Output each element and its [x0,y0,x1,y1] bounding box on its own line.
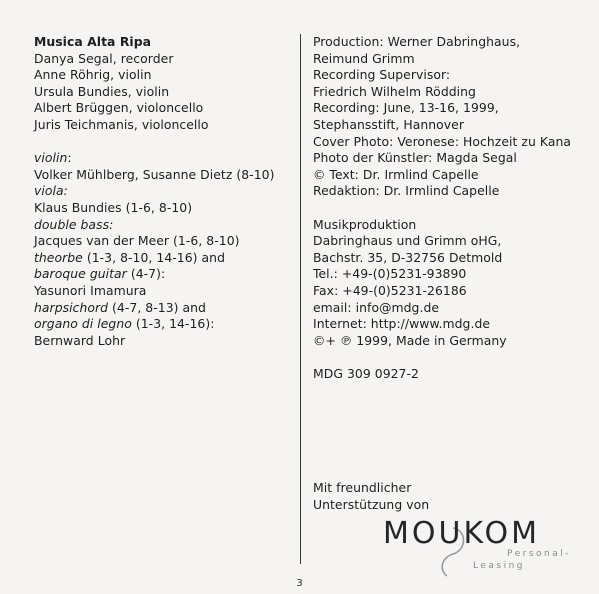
guitar-label: baroque guitar [34,266,127,282]
bass-names: Jacques van der Meer (1-6, 8-10) [34,233,240,249]
theorbe-line [34,250,296,267]
theorbe-tail: (1-3, 8-10, 14-16) and [82,249,225,265]
organ-tail: (1-3, 14-16): [131,316,215,332]
violin-heading [34,150,296,167]
label-info-line: Dabringhaus und Grimm oHG, [313,233,502,249]
credit-line: Recording Supervisor: [313,67,451,83]
member-line: Juris Teichmanis, violoncello [34,116,209,132]
organ-line [34,316,296,333]
member-line: Danya Segal, recorder [34,50,174,66]
label-info-line: Musikproduktion [313,216,417,232]
credit-line: Redaktion: Dr. Irmlind Capelle [313,183,500,199]
column-divider [300,34,301,564]
ensemble-name: Musica Alta Ripa [34,34,152,49]
member-line: Albert Brüggen, violoncello [34,100,204,116]
website-line: Internet: http://www.mdg.de [313,316,491,332]
guitar-names: Yasunori Imamura [34,282,147,298]
bass-label: double bass: [34,216,114,232]
label-info-line: Bachstr. 35, D-32756 Detmold [313,249,503,265]
keyboard-names: Bernward Lohr [34,332,126,348]
credit-line: Production: Werner Dabringhaus, [313,34,521,49]
harpsichord-tail: (4-7, 8-13) and [108,299,206,315]
credit-line: Friedrich Wilhelm Rödding [313,83,476,99]
logo-subtitle-leasing: Leasing [473,561,526,571]
email-line: email: info@mdg.de [313,299,440,315]
guitar-line [34,266,296,283]
page-number: 3 [296,578,303,589]
harpsichord-label: harpsichord [34,299,109,315]
credits-column [313,34,583,382]
credit-line: Photo der Künstler: Magda Segal [313,150,517,166]
logo-wordmark: MOUKOM [383,516,540,551]
guitar-tail: (4-7): [126,266,166,282]
phone-line: Tel.: +49-(0)5231-93890 [313,266,467,282]
member-line: Ursula Bundies, violin [34,83,170,99]
viola-names: Klaus Bundies (1-6, 8-10) [34,199,193,215]
credit-line: Reimund Grimm [313,50,415,66]
catalog-number: MDG 309 0927-2 [313,365,419,381]
thanks-line: Unterstützung von [313,496,430,512]
fax-line: Fax: +49-(0)5231-26186 [313,282,467,298]
organ-label: organo di legno [34,316,132,332]
member-line: Anne Röhrig, violin [34,67,152,83]
thanks-line: Mit freundlicher [313,480,412,495]
moukom-logo [383,516,583,578]
theorbe-label: theorbe [34,249,83,265]
viola-label: viola: [34,183,68,199]
credit-line: Stephansstift, Hannover [313,116,464,132]
credit-line: Cover Photo: Veronese: Hochzeit zu Kana [313,133,572,149]
violin-colon: : [67,150,72,166]
credit-line: Recording: June, 13-16, 1999, [313,100,499,116]
violin-label: violin [34,150,68,166]
performers-column [34,34,296,349]
credit-line: © Text: Dr. Irmlind Capelle [313,166,479,182]
harpsichord-line [34,300,296,317]
violin-names: Volker Mühlberg, Susanne Dietz (8-10) [34,166,275,182]
logo-subtitle-personal: Personal- [507,549,572,559]
copyright-line: ©+ ℗ 1999, Made in Germany [313,332,507,348]
sponsor-thanks [313,480,429,513]
